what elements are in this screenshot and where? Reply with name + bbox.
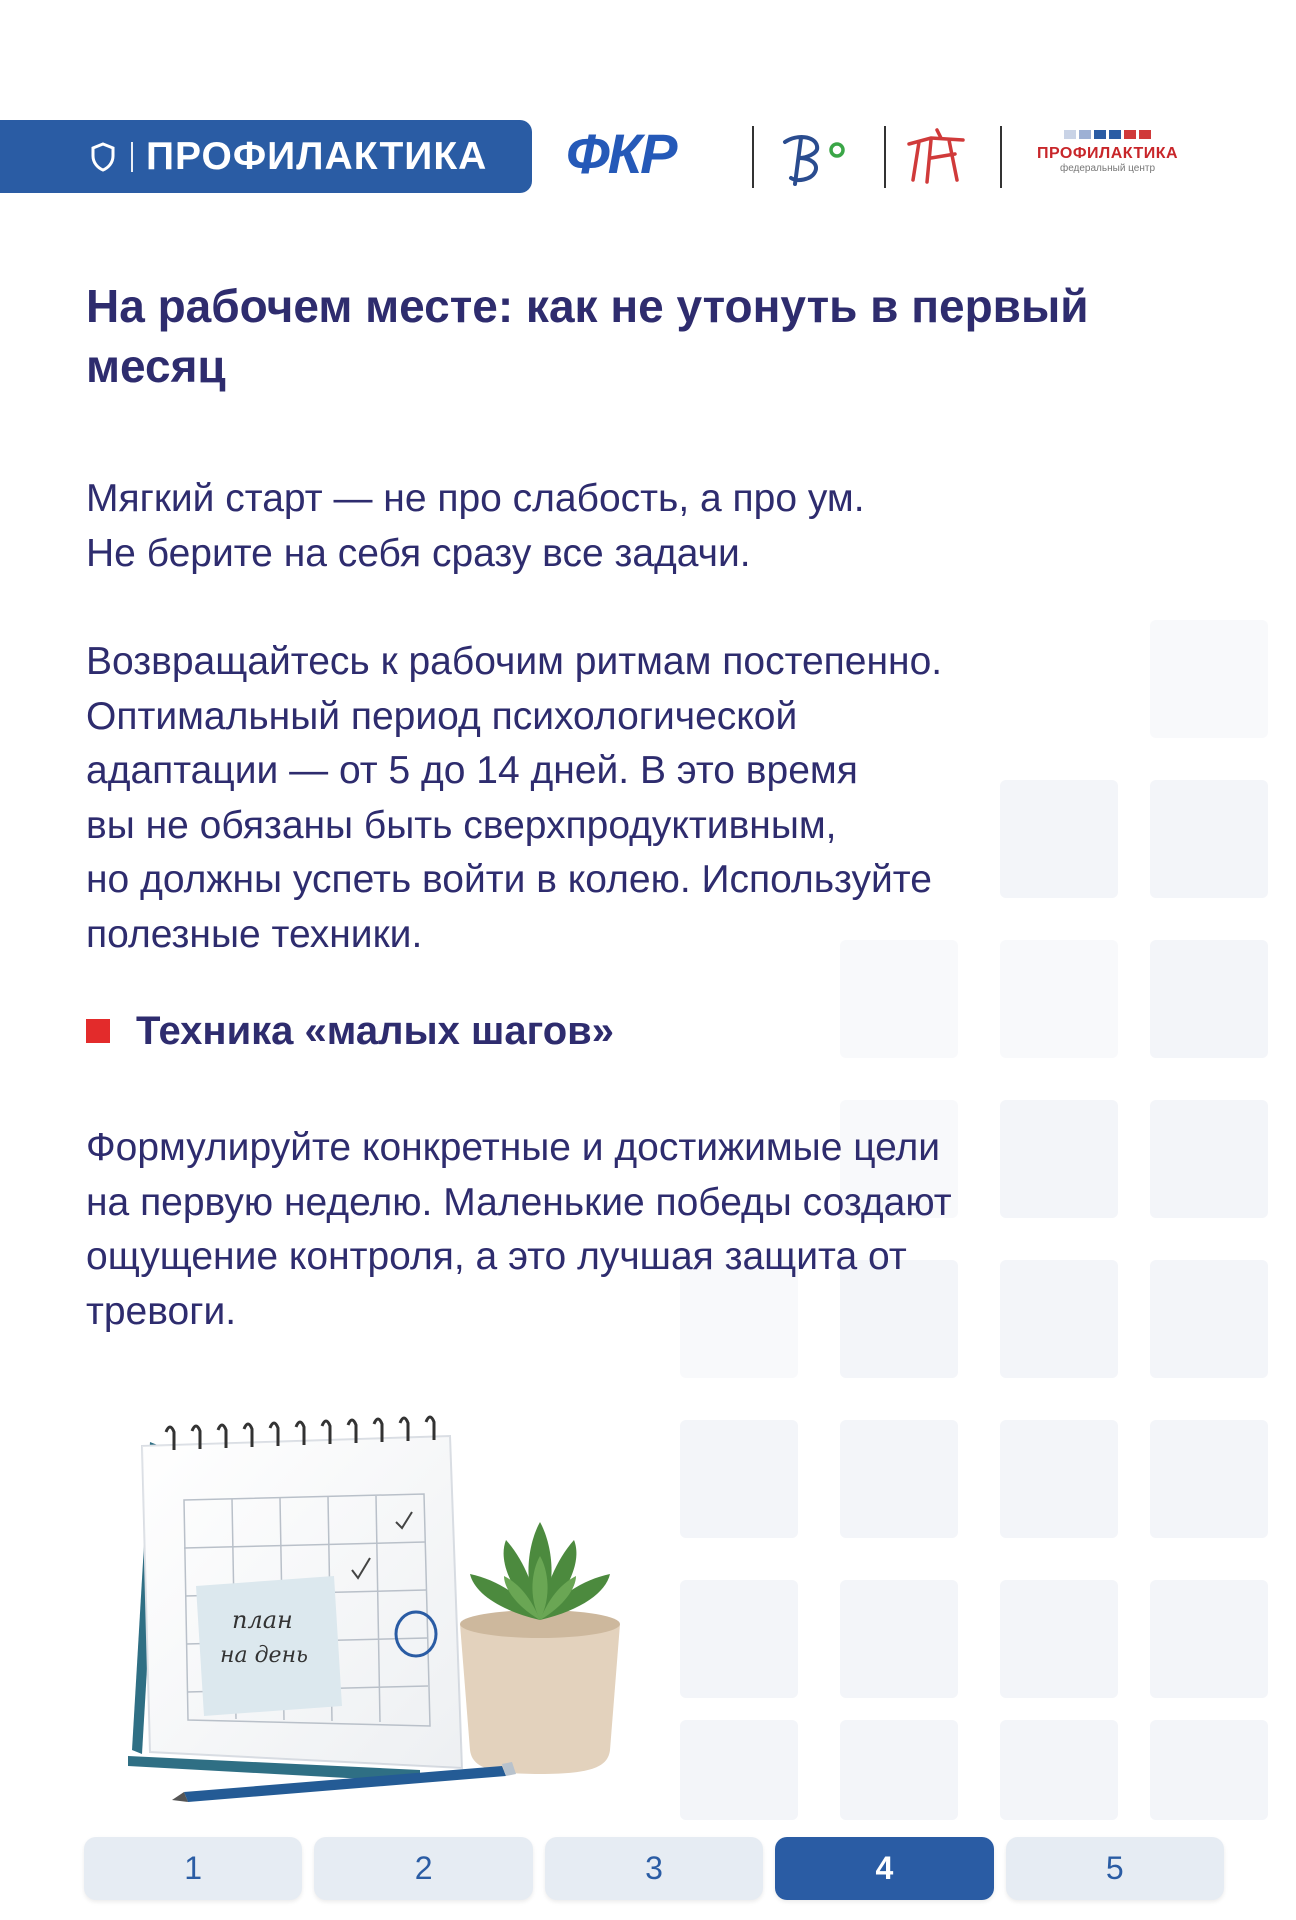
body-paragraph (86, 635, 1226, 962)
body-line: Возвращайтесь к рабочим ритмам постепенно. (86, 640, 943, 683)
logo-divider (1000, 126, 1002, 188)
red-square-marker (86, 1019, 110, 1043)
pager-item-1[interactable]: 1 (84, 1837, 302, 1900)
section-badge (0, 120, 532, 193)
logo-bars (1020, 130, 1195, 139)
technique-line: на первую неделю. Маленькие победы создают (86, 1180, 952, 1224)
page-pager (84, 1837, 1224, 1900)
technique-line: тревоги. (86, 1289, 237, 1333)
pager-item-3[interactable]: 3 (545, 1837, 763, 1900)
fkr-logo: ФКР (566, 122, 676, 185)
note-text: на день (220, 1643, 309, 1668)
intro-paragraph (86, 472, 1226, 581)
body-line: полезные техники. (86, 912, 423, 956)
horse-logo-icon (905, 128, 967, 186)
body-line: но должны успеть войти в колею. Используйте (86, 858, 932, 901)
body-line: Оптимальный период психологической (86, 694, 798, 738)
pager-item-4[interactable]: 4 (775, 1837, 993, 1900)
intro-line: Мягкий старт — не про слабость, а про ум. (86, 477, 865, 520)
logo-prof-subtitle: федеральный центр (1059, 163, 1156, 174)
desk-calendar-plant-icon (120, 1410, 640, 1810)
badge-divider (131, 142, 133, 172)
pager-item-2[interactable]: 2 (314, 1837, 532, 1900)
technique-line: Формулируйте конкретные и достижимые цели (86, 1126, 941, 1169)
technique-title: Техника «малых шагов» (136, 1009, 615, 1053)
logo-divider (884, 126, 886, 188)
logo-prof-title: ПРОФИЛАКТИКА (1036, 145, 1179, 162)
technique-paragraph (86, 1121, 1226, 1339)
technique-line: ощущение контроля, а это лучшая защита от (86, 1235, 907, 1278)
pager-item-5[interactable]: 5 (1006, 1837, 1224, 1900)
badge-label: ПРОФИЛАКТИКА (146, 135, 488, 178)
technique-heading (86, 1003, 614, 1059)
profilaktika-logo (1020, 130, 1195, 186)
bo-logo-icon (775, 128, 855, 188)
shield-icon (90, 142, 116, 172)
body-line: адаптации — от 5 до 14 дней. В это время (86, 749, 858, 792)
note-text: план (232, 1606, 293, 1634)
intro-line: Не берите на себя сразу все задачи. (86, 531, 751, 575)
logo-divider (752, 126, 754, 188)
body-line: вы не обязаны быть сверхпродуктивным, (86, 803, 837, 847)
page-title: На рабочем месте: как не утонуть в первый месяц (86, 280, 1089, 392)
